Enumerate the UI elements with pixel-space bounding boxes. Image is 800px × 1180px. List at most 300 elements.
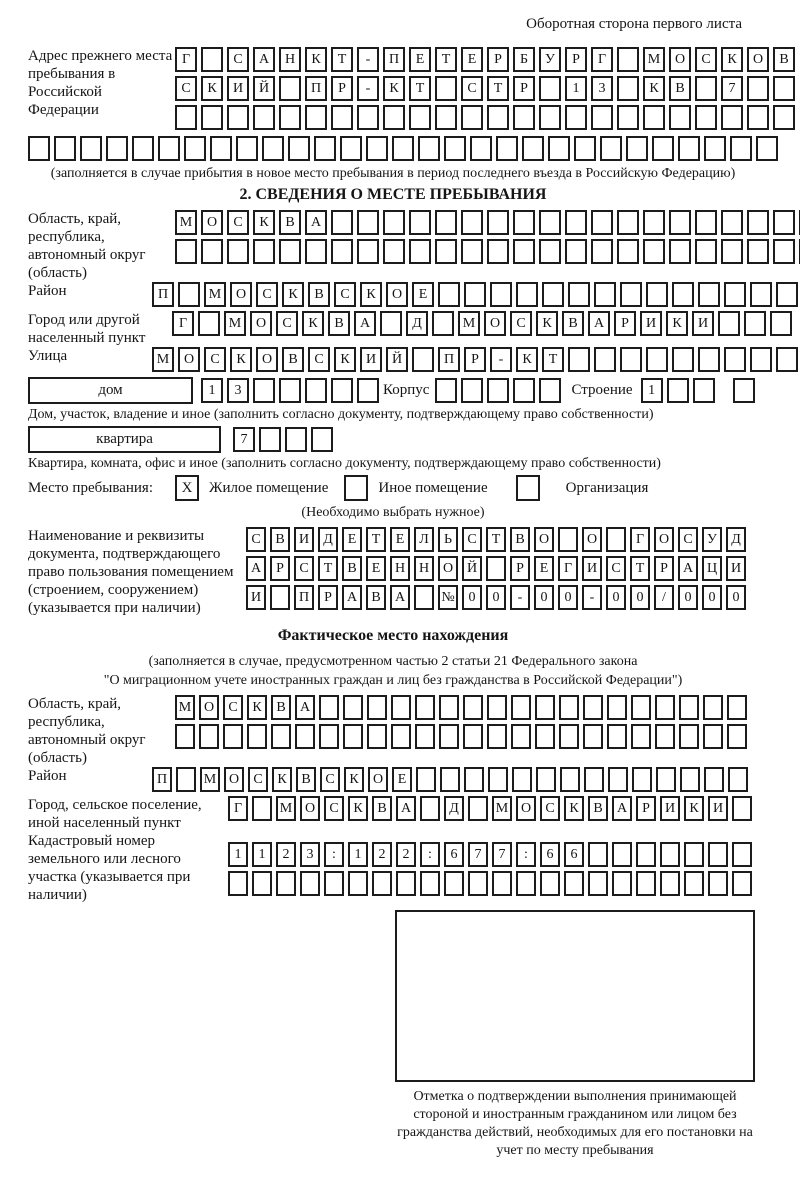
grid-cell[interactable]: 2 xyxy=(276,842,296,867)
grid-cell[interactable]: И xyxy=(246,585,266,610)
prev-address-row-2[interactable] xyxy=(175,76,799,101)
grid-cell[interactable] xyxy=(463,695,483,720)
grid-cell[interactable]: П xyxy=(152,767,172,792)
grid-cell[interactable] xyxy=(415,695,435,720)
grid-cell[interactable] xyxy=(487,239,509,264)
grid-cell[interactable]: А xyxy=(342,585,362,610)
grid-cell[interactable]: Е xyxy=(409,47,431,72)
grid-cell[interactable]: М xyxy=(643,47,665,72)
grid-cell[interactable]: А xyxy=(396,796,416,821)
grid-cell[interactable] xyxy=(305,105,327,130)
grid-cell[interactable] xyxy=(357,210,379,235)
grid-cell[interactable] xyxy=(383,105,405,130)
grid-cell[interactable]: В xyxy=(562,311,584,336)
grid-cell[interactable]: Л xyxy=(414,527,434,552)
grid-cell[interactable]: 1 xyxy=(201,378,223,403)
grid-cell[interactable] xyxy=(487,695,507,720)
grid-cell[interactable]: Д xyxy=(444,796,464,821)
grid-cell[interactable]: С xyxy=(308,347,330,372)
grid-cell[interactable] xyxy=(468,796,488,821)
grid-cell[interactable]: С xyxy=(462,527,482,552)
grid-cell[interactable]: К xyxy=(383,76,405,101)
grid-cell[interactable] xyxy=(415,724,435,749)
grid-cell[interactable] xyxy=(486,556,506,581)
grid-cell[interactable] xyxy=(412,347,434,372)
grid-cell[interactable]: 1 xyxy=(641,378,663,403)
grid-cell[interactable]: К xyxy=(536,311,558,336)
grid-cell[interactable]: О xyxy=(747,47,769,72)
grid-cell[interactable]: К xyxy=(305,47,327,72)
grid-cell[interactable]: О xyxy=(516,796,536,821)
grid-cell[interactable] xyxy=(198,311,220,336)
grid-cell[interactable] xyxy=(184,136,206,161)
grid-cell[interactable] xyxy=(568,347,590,372)
grid-cell[interactable] xyxy=(540,871,560,896)
grid-cell[interactable] xyxy=(750,347,772,372)
grid-cell[interactable] xyxy=(516,282,538,307)
grid-cell[interactable] xyxy=(718,311,740,336)
grid-cell[interactable]: К xyxy=(334,347,356,372)
grid-cell[interactable] xyxy=(564,871,584,896)
grid-cell[interactable]: Т xyxy=(409,76,431,101)
grid-cell[interactable]: К xyxy=(721,47,743,72)
grid-cell[interactable] xyxy=(279,378,301,403)
grid-cell[interactable] xyxy=(643,210,665,235)
grid-cell[interactable] xyxy=(747,210,769,235)
grid-cell[interactable]: Е xyxy=(534,556,554,581)
grid-cell[interactable] xyxy=(414,585,434,610)
grid-cell[interactable]: 0 xyxy=(534,585,554,610)
grid-cell[interactable] xyxy=(539,239,561,264)
grid-cell[interactable] xyxy=(487,724,507,749)
confirmation-stamp-box[interactable] xyxy=(395,910,755,1082)
grid-cell[interactable] xyxy=(513,239,535,264)
grid-cell[interactable]: К xyxy=(201,76,223,101)
grid-cell[interactable]: К xyxy=(684,796,704,821)
grid-cell[interactable]: С xyxy=(324,796,344,821)
grid-cell[interactable]: И xyxy=(294,527,314,552)
grid-cell[interactable] xyxy=(288,136,310,161)
grid-cell[interactable] xyxy=(210,136,232,161)
grid-cell[interactable]: 7 xyxy=(468,842,488,867)
grid-cell[interactable]: В xyxy=(270,527,290,552)
grid-cell[interactable] xyxy=(511,695,531,720)
prev-address-row-1[interactable] xyxy=(175,47,799,72)
grid-cell[interactable] xyxy=(201,239,223,264)
grid-cell[interactable] xyxy=(383,239,405,264)
grid-cell[interactable] xyxy=(655,695,675,720)
grid-cell[interactable]: О xyxy=(230,282,252,307)
grid-cell[interactable] xyxy=(461,239,483,264)
actual-district-row[interactable] xyxy=(152,767,752,792)
grid-cell[interactable] xyxy=(54,136,76,161)
grid-cell[interactable] xyxy=(247,724,267,749)
grid-cell[interactable] xyxy=(259,427,281,452)
grid-cell[interactable]: С xyxy=(227,210,249,235)
grid-cell[interactable] xyxy=(175,724,195,749)
checkbox-other-premises[interactable] xyxy=(344,475,368,501)
grid-cell[interactable]: 2 xyxy=(396,842,416,867)
grid-cell[interactable] xyxy=(620,282,642,307)
grid-cell[interactable]: О xyxy=(368,767,388,792)
grid-cell[interactable] xyxy=(584,767,604,792)
grid-cell[interactable] xyxy=(132,136,154,161)
grid-cell[interactable]: Р xyxy=(654,556,674,581)
grid-cell[interactable]: - xyxy=(510,585,530,610)
grid-cell[interactable]: В xyxy=(328,311,350,336)
grid-cell[interactable] xyxy=(432,311,454,336)
grid-cell[interactable] xyxy=(227,105,249,130)
grid-cell[interactable]: А xyxy=(305,210,327,235)
grid-cell[interactable]: Н xyxy=(390,556,410,581)
grid-cell[interactable] xyxy=(747,239,769,264)
grid-cell[interactable]: М xyxy=(224,311,246,336)
grid-cell[interactable]: Ь xyxy=(438,527,458,552)
grid-cell[interactable]: 0 xyxy=(486,585,506,610)
grid-cell[interactable] xyxy=(724,282,746,307)
grid-cell[interactable]: В xyxy=(588,796,608,821)
grid-cell[interactable]: Г xyxy=(591,47,613,72)
grid-cell[interactable]: - xyxy=(357,47,379,72)
grid-cell[interactable]: А xyxy=(354,311,376,336)
grid-cell[interactable]: К xyxy=(348,796,368,821)
grid-cell[interactable] xyxy=(776,347,798,372)
grid-cell[interactable] xyxy=(516,871,536,896)
grid-cell[interactable]: С xyxy=(510,311,532,336)
grid-cell[interactable] xyxy=(331,378,353,403)
grid-cell[interactable] xyxy=(732,796,752,821)
grid-cell[interactable] xyxy=(270,585,290,610)
house-number-cells[interactable] xyxy=(201,378,383,403)
grid-cell[interactable]: Й xyxy=(462,556,482,581)
grid-cell[interactable] xyxy=(28,136,50,161)
grid-cell[interactable] xyxy=(319,724,339,749)
grid-cell[interactable] xyxy=(279,105,301,130)
grid-cell[interactable] xyxy=(487,378,509,403)
grid-cell[interactable] xyxy=(695,76,717,101)
grid-cell[interactable]: Р xyxy=(331,76,353,101)
grid-cell[interactable]: С xyxy=(606,556,626,581)
grid-cell[interactable]: - xyxy=(490,347,512,372)
grid-cell[interactable] xyxy=(461,378,483,403)
grid-cell[interactable] xyxy=(632,767,652,792)
grid-cell[interactable] xyxy=(684,842,704,867)
grid-cell[interactable] xyxy=(559,695,579,720)
grid-cell[interactable]: 0 xyxy=(678,585,698,610)
grid-cell[interactable] xyxy=(490,282,512,307)
grid-cell[interactable]: Е xyxy=(412,282,434,307)
grid-cell[interactable] xyxy=(608,767,628,792)
grid-cell[interactable] xyxy=(548,136,570,161)
grid-cell[interactable] xyxy=(435,105,457,130)
grid-cell[interactable]: М xyxy=(175,210,197,235)
grid-cell[interactable] xyxy=(253,239,275,264)
grid-cell[interactable]: - xyxy=(582,585,602,610)
grid-cell[interactable] xyxy=(588,871,608,896)
prev-address-row-3[interactable] xyxy=(175,105,799,130)
grid-cell[interactable] xyxy=(636,871,656,896)
grid-cell[interactable]: И xyxy=(692,311,714,336)
grid-cell[interactable] xyxy=(607,724,627,749)
grid-cell[interactable] xyxy=(684,871,704,896)
grid-cell[interactable]: С xyxy=(246,527,266,552)
grid-cell[interactable] xyxy=(612,871,632,896)
grid-cell[interactable] xyxy=(733,378,755,403)
grid-cell[interactable]: В xyxy=(271,695,291,720)
grid-cell[interactable] xyxy=(340,136,362,161)
grid-cell[interactable] xyxy=(176,767,196,792)
document-row-1[interactable] xyxy=(246,527,750,552)
grid-cell[interactable]: К xyxy=(564,796,584,821)
grid-cell[interactable]: О xyxy=(484,311,506,336)
grid-cell[interactable]: Б xyxy=(513,47,535,72)
grid-cell[interactable]: И xyxy=(726,556,746,581)
grid-cell[interactable]: 0 xyxy=(462,585,482,610)
grid-cell[interactable] xyxy=(201,47,223,72)
grid-cell[interactable] xyxy=(773,239,795,264)
grid-cell[interactable] xyxy=(672,347,694,372)
grid-cell[interactable] xyxy=(617,47,639,72)
grid-cell[interactable]: И xyxy=(660,796,680,821)
grid-cell[interactable]: Р xyxy=(513,76,535,101)
grid-cell[interactable]: Е xyxy=(461,47,483,72)
grid-cell[interactable]: 1 xyxy=(228,842,248,867)
grid-cell[interactable] xyxy=(732,842,752,867)
grid-cell[interactable] xyxy=(438,282,460,307)
grid-cell[interactable] xyxy=(539,378,561,403)
grid-cell[interactable] xyxy=(435,239,457,264)
grid-cell[interactable] xyxy=(721,105,743,130)
grid-cell[interactable] xyxy=(660,871,680,896)
region-row-2[interactable] xyxy=(175,239,800,264)
grid-cell[interactable]: Р xyxy=(318,585,338,610)
grid-cell[interactable] xyxy=(704,767,724,792)
grid-cell[interactable]: Г xyxy=(172,311,194,336)
grid-cell[interactable]: П xyxy=(294,585,314,610)
grid-cell[interactable] xyxy=(227,239,249,264)
actual-region-row-2[interactable] xyxy=(175,724,751,749)
grid-cell[interactable]: Д xyxy=(406,311,428,336)
grid-cell[interactable] xyxy=(522,136,544,161)
grid-cell[interactable]: И xyxy=(582,556,602,581)
grid-cell[interactable]: 1 xyxy=(565,76,587,101)
grid-cell[interactable]: М xyxy=(175,695,195,720)
grid-cell[interactable] xyxy=(744,311,766,336)
grid-cell[interactable] xyxy=(607,695,627,720)
grid-cell[interactable] xyxy=(444,136,466,161)
grid-cell[interactable] xyxy=(175,105,197,130)
grid-cell[interactable] xyxy=(695,239,717,264)
grid-cell[interactable] xyxy=(730,136,752,161)
grid-cell[interactable] xyxy=(253,105,275,130)
grid-cell[interactable] xyxy=(776,282,798,307)
grid-cell[interactable] xyxy=(669,239,691,264)
grid-cell[interactable] xyxy=(513,378,535,403)
grid-cell[interactable]: : xyxy=(324,842,344,867)
grid-cell[interactable] xyxy=(439,724,459,749)
structure-cells[interactable] xyxy=(641,378,719,403)
grid-cell[interactable]: М xyxy=(458,311,480,336)
grid-cell[interactable] xyxy=(470,136,492,161)
grid-cell[interactable] xyxy=(565,239,587,264)
grid-cell[interactable]: Р xyxy=(464,347,486,372)
grid-cell[interactable]: С xyxy=(334,282,356,307)
grid-cell[interactable]: К xyxy=(302,311,324,336)
grid-cell[interactable]: О xyxy=(201,210,223,235)
grid-cell[interactable] xyxy=(583,724,603,749)
grid-cell[interactable]: В xyxy=(773,47,795,72)
grid-cell[interactable]: Е xyxy=(342,527,362,552)
grid-cell[interactable] xyxy=(620,347,642,372)
region-row-1[interactable] xyxy=(175,210,800,235)
grid-cell[interactable] xyxy=(643,239,665,264)
grid-cell[interactable] xyxy=(366,136,388,161)
grid-cell[interactable]: О xyxy=(178,347,200,372)
grid-cell[interactable] xyxy=(560,767,580,792)
grid-cell[interactable] xyxy=(606,527,626,552)
grid-cell[interactable]: К xyxy=(360,282,382,307)
grid-cell[interactable]: / xyxy=(654,585,674,610)
grid-cell[interactable]: 7 xyxy=(492,842,512,867)
grid-cell[interactable]: О xyxy=(224,767,244,792)
grid-cell[interactable]: 3 xyxy=(591,76,613,101)
grid-cell[interactable] xyxy=(409,210,431,235)
grid-cell[interactable] xyxy=(542,282,564,307)
grid-cell[interactable] xyxy=(295,724,315,749)
grid-cell[interactable]: М xyxy=(492,796,512,821)
grid-cell[interactable] xyxy=(158,136,180,161)
grid-cell[interactable] xyxy=(380,311,402,336)
grid-cell[interactable] xyxy=(536,767,556,792)
grid-cell[interactable]: П xyxy=(305,76,327,101)
grid-cell[interactable]: О xyxy=(300,796,320,821)
grid-cell[interactable]: 0 xyxy=(606,585,626,610)
checkbox-organization[interactable] xyxy=(516,475,540,501)
grid-cell[interactable]: В xyxy=(296,767,316,792)
grid-cell[interactable] xyxy=(535,695,555,720)
grid-cell[interactable]: Е xyxy=(392,767,412,792)
grid-cell[interactable] xyxy=(747,76,769,101)
apartment-type-box[interactable]: квартира xyxy=(28,426,221,453)
grid-cell[interactable] xyxy=(357,105,379,130)
grid-cell[interactable]: А xyxy=(588,311,610,336)
grid-cell[interactable] xyxy=(655,724,675,749)
grid-cell[interactable]: С xyxy=(227,47,249,72)
grid-cell[interactable] xyxy=(492,871,512,896)
grid-cell[interactable]: О xyxy=(386,282,408,307)
grid-cell[interactable]: С xyxy=(276,311,298,336)
grid-cell[interactable] xyxy=(487,210,509,235)
grid-cell[interactable]: С xyxy=(695,47,717,72)
grid-cell[interactable] xyxy=(357,239,379,264)
grid-cell[interactable]: М xyxy=(152,347,174,372)
grid-cell[interactable] xyxy=(703,724,723,749)
actual-city-row[interactable] xyxy=(228,796,756,821)
grid-cell[interactable] xyxy=(435,76,457,101)
grid-cell[interactable] xyxy=(252,796,272,821)
grid-cell[interactable]: О xyxy=(256,347,278,372)
grid-cell[interactable] xyxy=(331,239,353,264)
grid-cell[interactable]: № xyxy=(438,585,458,610)
grid-cell[interactable]: - xyxy=(357,76,379,101)
grid-cell[interactable] xyxy=(367,695,387,720)
grid-cell[interactable]: П xyxy=(438,347,460,372)
grid-cell[interactable] xyxy=(588,842,608,867)
grid-cell[interactable]: А xyxy=(253,47,275,72)
grid-cell[interactable] xyxy=(461,210,483,235)
grid-cell[interactable]: Е xyxy=(366,556,386,581)
grid-cell[interactable] xyxy=(617,210,639,235)
grid-cell[interactable]: Т xyxy=(331,47,353,72)
grid-cell[interactable]: К xyxy=(253,210,275,235)
grid-cell[interactable] xyxy=(178,282,200,307)
grid-cell[interactable] xyxy=(728,767,748,792)
grid-cell[interactable]: И xyxy=(227,76,249,101)
grid-cell[interactable] xyxy=(591,239,613,264)
grid-cell[interactable] xyxy=(679,695,699,720)
grid-cell[interactable] xyxy=(727,724,747,749)
grid-cell[interactable] xyxy=(106,136,128,161)
grid-cell[interactable]: О xyxy=(582,527,602,552)
grid-cell[interactable]: Н xyxy=(414,556,434,581)
grid-cell[interactable] xyxy=(311,427,333,452)
grid-cell[interactable] xyxy=(594,282,616,307)
grid-cell[interactable] xyxy=(201,105,223,130)
grid-cell[interactable] xyxy=(343,695,363,720)
grid-cell[interactable]: С xyxy=(540,796,560,821)
grid-cell[interactable]: О xyxy=(654,527,674,552)
grid-cell[interactable] xyxy=(669,105,691,130)
grid-cell[interactable] xyxy=(305,239,327,264)
district-row[interactable] xyxy=(152,282,800,307)
grid-cell[interactable] xyxy=(750,282,772,307)
grid-cell[interactable] xyxy=(357,378,379,403)
grid-cell[interactable]: С xyxy=(204,347,226,372)
grid-cell[interactable]: 0 xyxy=(558,585,578,610)
grid-cell[interactable] xyxy=(617,105,639,130)
grid-cell[interactable] xyxy=(747,105,769,130)
grid-cell[interactable]: 7 xyxy=(233,427,255,452)
grid-cell[interactable] xyxy=(305,378,327,403)
grid-cell[interactable] xyxy=(383,210,405,235)
grid-cell[interactable] xyxy=(539,105,561,130)
grid-cell[interactable] xyxy=(656,767,676,792)
grid-cell[interactable]: О xyxy=(250,311,272,336)
grid-cell[interactable] xyxy=(435,210,457,235)
grid-cell[interactable] xyxy=(80,136,102,161)
grid-cell[interactable] xyxy=(756,136,778,161)
grid-cell[interactable]: П xyxy=(383,47,405,72)
grid-cell[interactable] xyxy=(496,136,518,161)
grid-cell[interactable]: 0 xyxy=(726,585,746,610)
grid-cell[interactable] xyxy=(669,210,691,235)
grid-cell[interactable]: Й xyxy=(386,347,408,372)
grid-cell[interactable]: У xyxy=(539,47,561,72)
grid-cell[interactable] xyxy=(513,105,535,130)
grid-cell[interactable] xyxy=(626,136,648,161)
checkbox-residential[interactable]: X xyxy=(175,475,199,501)
grid-cell[interactable]: Р xyxy=(270,556,290,581)
grid-cell[interactable] xyxy=(276,871,296,896)
grid-cell[interactable] xyxy=(223,724,243,749)
grid-cell[interactable]: С xyxy=(320,767,340,792)
grid-cell[interactable] xyxy=(343,724,363,749)
grid-cell[interactable]: Т xyxy=(487,76,509,101)
grid-cell[interactable]: А xyxy=(295,695,315,720)
document-row-2[interactable] xyxy=(246,556,750,581)
grid-cell[interactable] xyxy=(591,210,613,235)
prev-address-overflow-row[interactable] xyxy=(28,136,800,161)
